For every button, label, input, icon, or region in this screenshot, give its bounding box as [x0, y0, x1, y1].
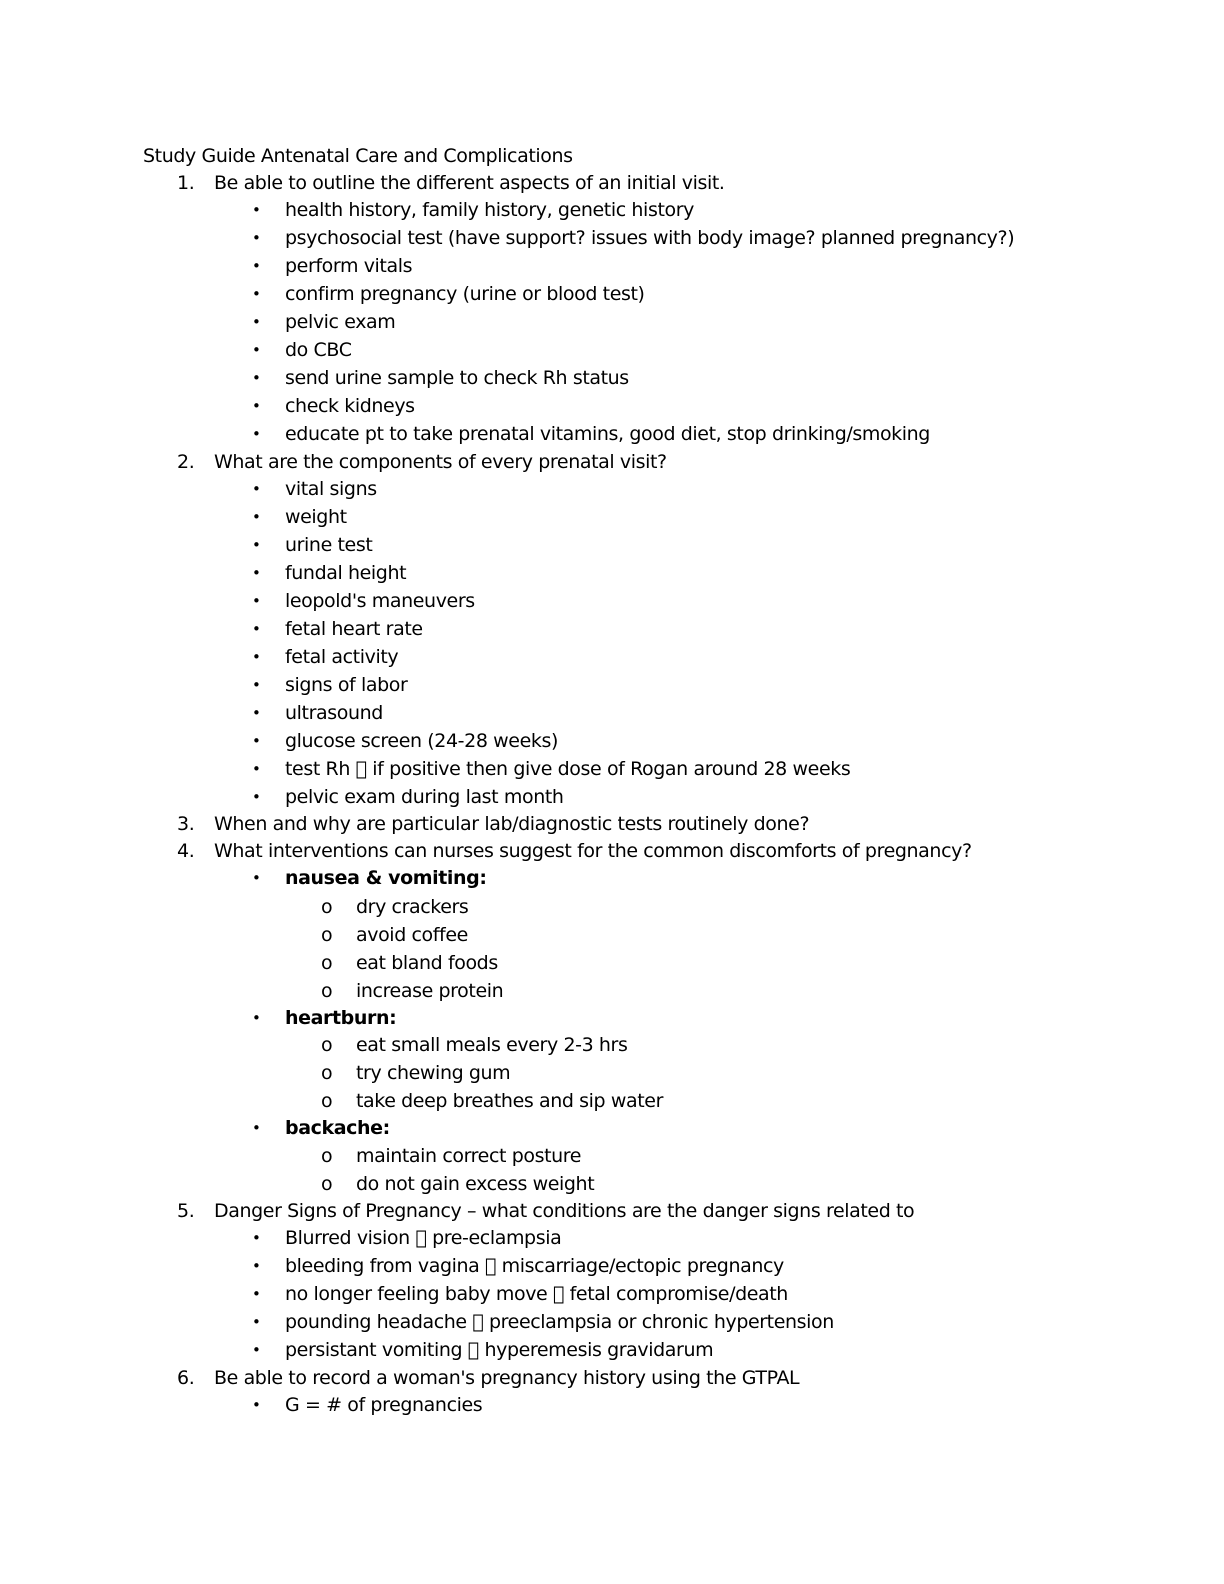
document-page: Study Guide Antenatal Care and Complications 1. Be able to outline the different aspects of an initial visit. • health history, family history, genetic history • psychosocial test (have support? issues with body image? planned pregnancy?) • perform vitals • confirm pregnancy (urine or blood test) • pelvic exam • do CBC • send urine sample to check Rh status • check kidneys • educate pt to take prenatal vitamins, good diet, stop drinking/smoking 2. What are the components of every prenatal visit? • vital signs • weight • urine test • fundal height • leopold's maneuvers • fetal heart rate • fetal activity • signs of labor • ultrasound • glucose screen (24-28 weeks) • test Rh if positive then give dose of Rogan around 28 weeks • pelvic exam during last month 3. When and why are particular lab/diagnostic tests routinely done? 4. What interventions can nurses suggest for the common discomforts of pregnancy? • nausea & vomiting: o dry crackers o avoid coffee o eat bland foods o increase protein • heartburn: o eat small meals every 2-3 hrs o try chewing gum o take deep breathes and sip water • backache: o maintain correct posture o do not gain excess weight 5. Danger Signs of Pregnancy – what conditions are the danger signs related to • Blurred vision pre-eclampsia • bleeding from vagina miscarriage/ectopic pregnancy • no longer feeling baby move fetal compromise/death • pounding headache preeclampsia or chronic hypertension • persistant vomiting hyperemesis gravidarum 6. Be able to record a woman's pregnancy history using the GTPAL • G = # of pregnancies: [0, 0, 1224, 1584]
bullet: •: [252, 564, 261, 582]
bullet: •: [252, 285, 261, 303]
question-text: Be able to record a woman's pregnancy history using the GTPAL: [214, 1367, 800, 1389]
bullet: •: [252, 1285, 261, 1303]
bullet: •: [252, 1009, 261, 1027]
question-number: 4.: [177, 840, 195, 862]
document-title: Study Guide Antenatal Care and Complications: [143, 145, 573, 167]
bullet: •: [252, 620, 261, 638]
bullet: •: [252, 732, 261, 750]
bullet: •: [252, 1341, 261, 1359]
arrow-glyph: [485, 1255, 496, 1277]
arrow-glyph: [553, 1283, 564, 1305]
arrow-glyph: [356, 758, 367, 780]
bullet: •: [252, 313, 261, 331]
bullet: •: [252, 257, 261, 275]
arrow-glyph: [472, 1311, 483, 1333]
sub-bullet: o: [321, 1034, 333, 1056]
question-number: 6.: [177, 1367, 195, 1389]
bullet: •: [252, 648, 261, 666]
sub-bullet: o: [321, 980, 333, 1002]
bullet: •: [252, 704, 261, 722]
bullet: •: [252, 760, 261, 778]
bullet: •: [252, 1257, 261, 1275]
sub-bullet: o: [321, 1090, 333, 1112]
question-number: 2.: [177, 451, 195, 473]
sub-bullet: o: [321, 896, 333, 918]
bullet: •: [252, 676, 261, 694]
bullet: •: [252, 1396, 261, 1414]
sub-bullet: o: [321, 1173, 333, 1195]
bullet: •: [252, 592, 261, 610]
bullet: •: [252, 788, 261, 806]
bullet: •: [252, 480, 261, 498]
bullet: •: [252, 229, 261, 247]
bullet: •: [252, 369, 261, 387]
bullet: •: [252, 201, 261, 219]
arrow-glyph: [468, 1339, 479, 1361]
bullet: •: [252, 869, 261, 887]
sub-bullet: o: [321, 1145, 333, 1167]
question-text: What interventions can nurses suggest for the common discomforts of pregnancy?: [214, 840, 972, 862]
bullet: •: [252, 341, 261, 359]
question-text: When and why are particular lab/diagnostic tests routinely done?: [214, 813, 810, 835]
question-number: 5.: [177, 1200, 195, 1222]
sub-bullet: o: [321, 1062, 333, 1084]
question-text: Be able to outline the different aspects of an initial visit.: [214, 172, 725, 194]
question-text: Danger Signs of Pregnancy – what conditions are the danger signs related to: [214, 1200, 915, 1222]
bullet: •: [252, 1119, 261, 1137]
bullet: •: [252, 425, 261, 443]
bullet: •: [252, 1229, 261, 1247]
arrow-glyph: [415, 1227, 426, 1249]
question-number: 3.: [177, 813, 195, 835]
bullet: •: [252, 508, 261, 526]
bullet: •: [252, 536, 261, 554]
sub-bullet: o: [321, 924, 333, 946]
bullet: •: [252, 1313, 261, 1331]
bullet: •: [252, 397, 261, 415]
question-text: What are the components of every prenatal visit?: [214, 451, 667, 473]
question-number: 1.: [177, 172, 195, 194]
sub-bullet: o: [321, 952, 333, 974]
